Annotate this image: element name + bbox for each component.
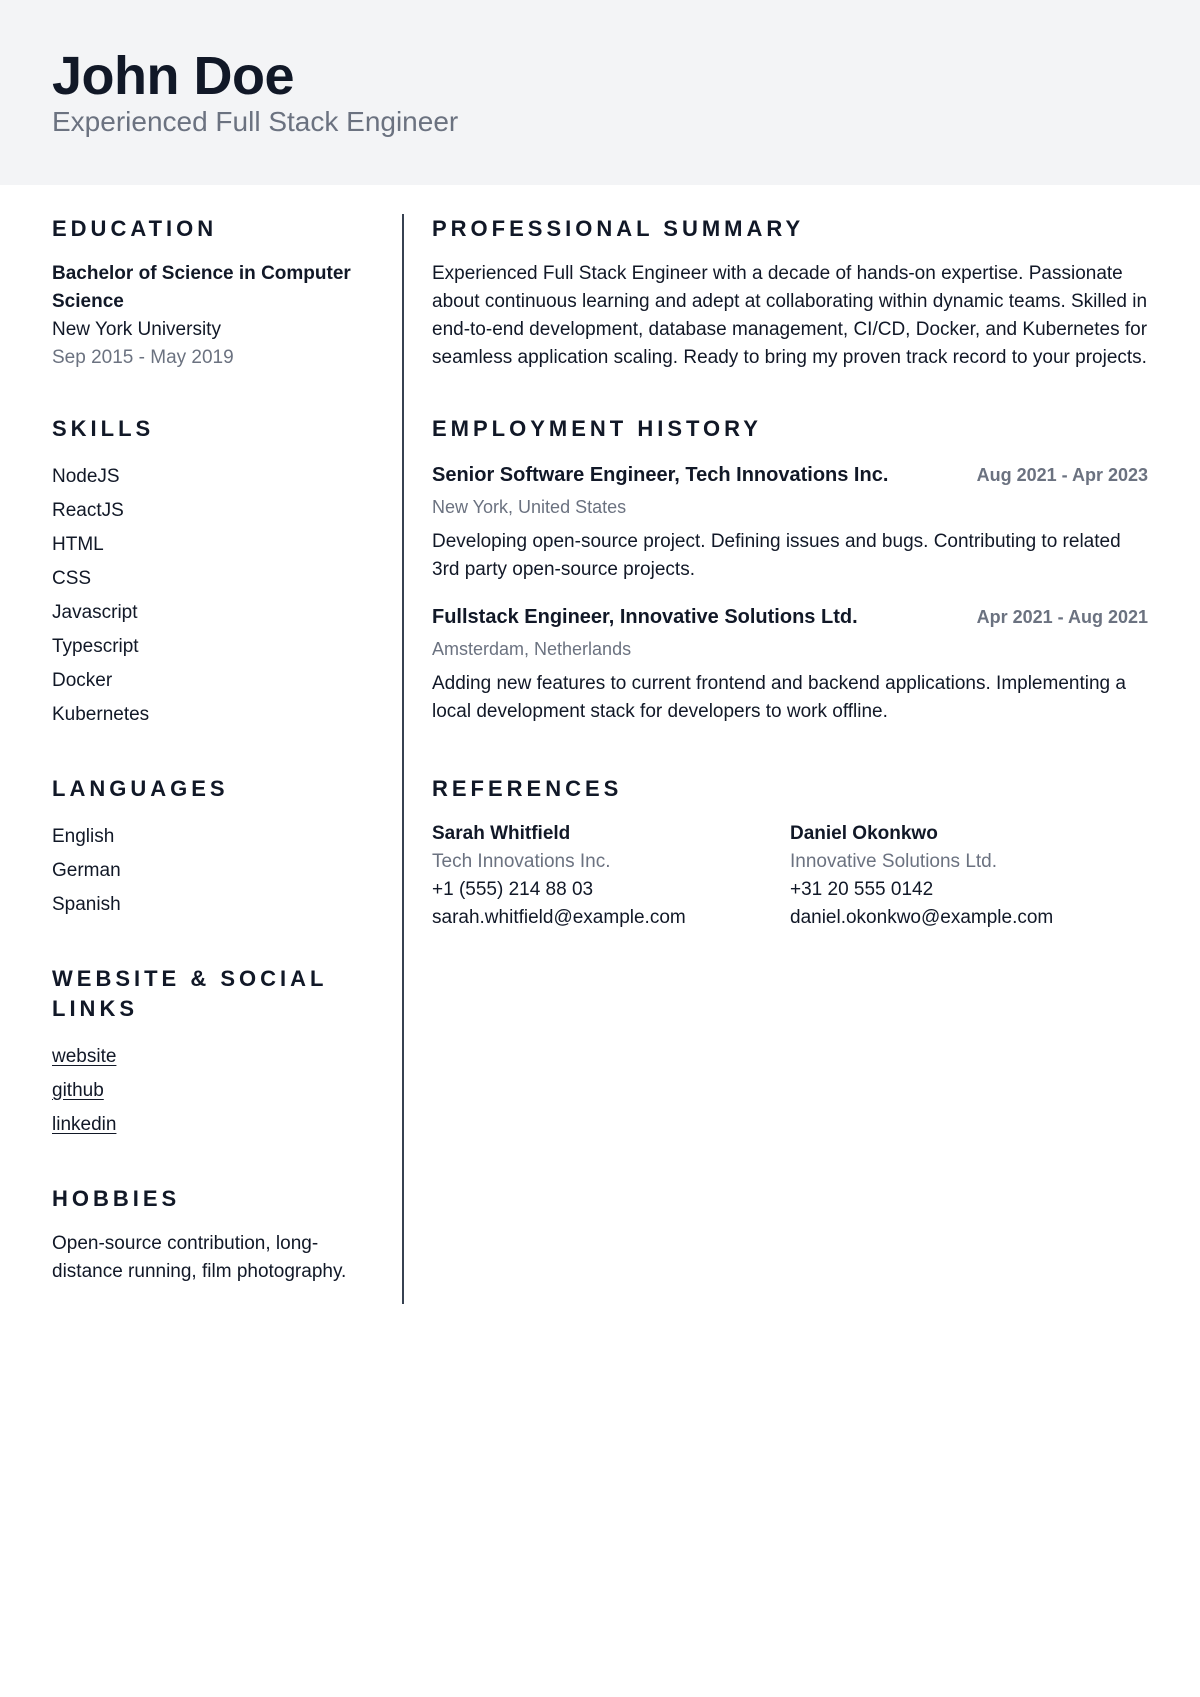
website-link[interactable]: website [52, 1046, 117, 1067]
list-item [52, 1108, 370, 1142]
links-title: WEBSITE & SOCIAL LINKS [52, 966, 328, 1021]
skills-section [52, 414, 370, 732]
github-link[interactable]: github [52, 1080, 104, 1101]
reference-phone: +31 20 555 0142 [790, 879, 934, 900]
summary-title: PROFESSIONAL SUMMARY [432, 216, 805, 241]
references-title: REFERENCES [432, 776, 623, 801]
employment-section [432, 414, 1148, 726]
list-item [52, 1074, 370, 1108]
reference-name: Daniel Okonkwo [790, 823, 938, 844]
list-item: Spanish [52, 894, 121, 915]
job-header [432, 460, 1148, 490]
reference-email: sarah.whitfield@example.com [432, 907, 686, 928]
skills-title: SKILLS [52, 416, 155, 441]
left-column [52, 214, 370, 1328]
list-item: Kubernetes [52, 704, 150, 725]
reference-card [432, 820, 790, 932]
list-item: CSS [52, 568, 92, 589]
job-entry [432, 460, 1148, 584]
education-degree: Bachelor of Science in Computer Science [52, 263, 351, 312]
reference-company: Innovative Solutions Ltd. [790, 851, 998, 872]
reference-name: Sarah Whitfield [432, 823, 571, 844]
reference-company: Tech Innovations Inc. [432, 851, 611, 872]
skills-list [52, 460, 370, 732]
job-title: Senior Software Engineer, Tech Innovations Inc. [432, 464, 889, 486]
job-location: Amsterdam, Netherlands [432, 639, 632, 659]
list-item: Docker [52, 670, 113, 691]
list-item: English [52, 826, 115, 847]
column-divider [402, 214, 404, 1304]
links-list [52, 1040, 370, 1142]
list-item [52, 1040, 370, 1074]
education-title: EDUCATION [52, 216, 218, 241]
job-location: New York, United States [432, 497, 627, 517]
right-column [432, 214, 1148, 974]
education-dates: Sep 2015 - May 2019 [52, 347, 234, 368]
summary-section [432, 214, 1148, 372]
reference-email: daniel.okonkwo@example.com [790, 907, 1054, 928]
job-dates: Aug 2021 - Apr 2023 [976, 465, 1148, 485]
job-header [432, 602, 1148, 632]
references-section [432, 774, 1148, 932]
hobbies-section [52, 1184, 370, 1286]
summary-text: Experienced Full Stack Engineer with a decade of hands-on expertise. Passionate about continuous learning and adept at collaborating within dynamic teams. Skilled in end-to-end development, database management, CI/CD, Docker, and Kubernetes for seamless application scaling. Ready to bring my proven track record to your projects. [432, 263, 1148, 368]
list-item: German [52, 860, 121, 881]
job-title: Fullstack Engineer, Innovative Solutions Ltd. [432, 606, 858, 628]
list-item: Javascript [52, 602, 138, 623]
list-item: HTML [52, 534, 104, 555]
references-list [432, 820, 1148, 932]
education-section [52, 214, 370, 372]
hobbies-title: HOBBIES [52, 1186, 181, 1211]
job-description: Adding new features to current frontend and backend applications. Implementing a local development stack for developers to work offline. [432, 673, 1126, 722]
reference-card [790, 820, 1148, 932]
list-item: NodeJS [52, 466, 120, 487]
candidate-name: John Doe [52, 46, 295, 106]
links-section [52, 964, 370, 1142]
employment-title: EMPLOYMENT HISTORY [432, 416, 762, 441]
resume-header [0, 0, 1200, 185]
education-school: New York University [52, 319, 221, 340]
languages-list [52, 820, 370, 922]
job-dates: Apr 2021 - Aug 2021 [976, 607, 1148, 627]
candidate-subtitle: Experienced Full Stack Engineer [52, 106, 459, 137]
languages-title: LANGUAGES [52, 776, 229, 801]
linkedin-link[interactable]: linkedin [52, 1114, 117, 1135]
job-entry [432, 602, 1148, 726]
reference-phone: +1 (555) 214 88 03 [432, 879, 594, 900]
languages-section [52, 774, 370, 922]
hobbies-text: Open-source contribution, long-distance running, film photography. [52, 1233, 347, 1282]
job-description: Developing open-source project. Defining issues and bugs. Contributing to related 3rd party open-source projects. [432, 531, 1121, 580]
list-item: ReactJS [52, 500, 124, 521]
list-item: Typescript [52, 636, 139, 657]
